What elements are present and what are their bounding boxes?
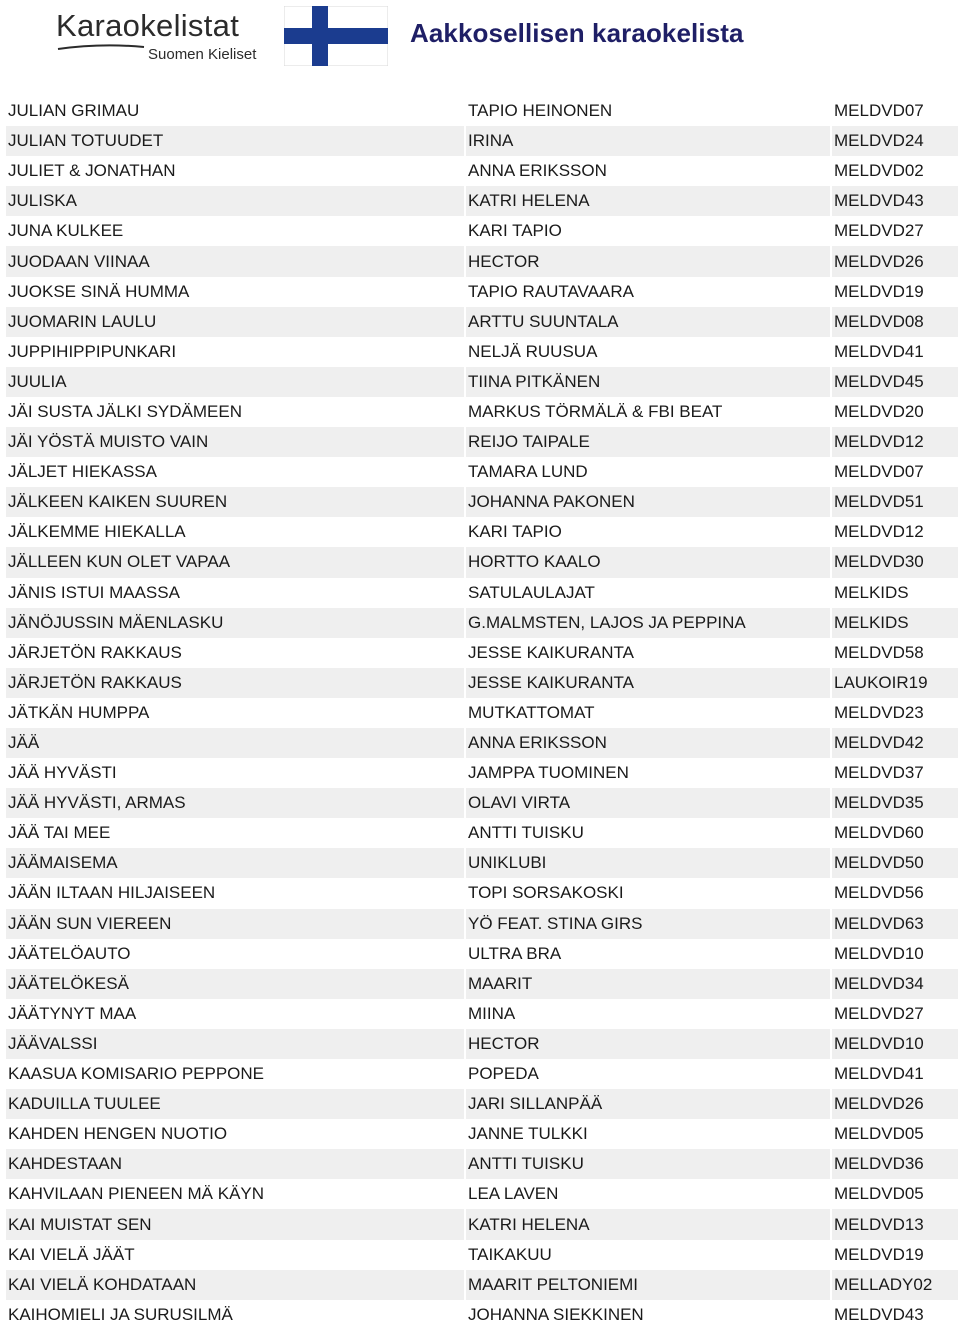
artist-cell: IRINA: [466, 126, 830, 156]
artist-cell: ANTTI TUISKU: [466, 818, 830, 848]
table-row: [6, 1179, 958, 1209]
table-row: [6, 1029, 958, 1059]
disc-code-cell: MELDVD10: [832, 1029, 958, 1059]
song-title-cell: KAIHOMIELI JA SURUSILMÄ: [6, 1300, 464, 1330]
table-row: [6, 638, 958, 668]
song-title-cell: JÄÄTELÖKESÄ: [6, 969, 464, 999]
table-row: [6, 608, 958, 638]
artist-cell: JARI SILLANPÄÄ: [466, 1089, 830, 1119]
disc-code-cell: MELDVD42: [832, 728, 958, 758]
song-title-cell: JÄNÖJUSSIN MÄENLASKU: [6, 608, 464, 638]
disc-code-cell: MELDVD19: [832, 1240, 958, 1270]
disc-code-cell: MELKIDS: [832, 608, 958, 638]
song-title-cell: JÄÄ HYVÄSTI: [6, 758, 464, 788]
table-row: [6, 1119, 958, 1149]
disc-code-cell: MELDVD26: [832, 1089, 958, 1119]
table-row: [6, 427, 958, 457]
disc-code-cell: MELDVD26: [832, 246, 958, 276]
disc-code-cell: MELDVD13: [832, 1209, 958, 1239]
table-row: [6, 1059, 958, 1089]
logo-subtitle: Suomen Kieliset: [148, 46, 257, 63]
artist-cell: ARTTU SUUNTALA: [466, 307, 830, 337]
page-title: Aakkosellisen karaokelista: [410, 18, 744, 48]
disc-code-cell: MELDVD56: [832, 878, 958, 908]
table-row: [6, 216, 958, 246]
artist-cell: POPEDA: [466, 1059, 830, 1089]
disc-code-cell: MELKIDS: [832, 578, 958, 608]
song-title-cell: JÄLKEEN KAIKEN SUUREN: [6, 487, 464, 517]
artist-cell: ANTTI TUISKU: [466, 1149, 830, 1179]
disc-code-cell: MELDVD07: [832, 457, 958, 487]
artist-cell: TAPIO HEINONEN: [466, 96, 830, 126]
artist-cell: LEA LAVEN: [466, 1179, 830, 1209]
table-row: [6, 367, 958, 397]
artist-cell: SATULAULAJAT: [466, 578, 830, 608]
disc-code-cell: MELDVD41: [832, 1059, 958, 1089]
artist-cell: ANNA ERIKSSON: [466, 156, 830, 186]
song-title-cell: JÄÄN ILTAAN HILJAISEEN: [6, 878, 464, 908]
table-row: [6, 758, 958, 788]
table-row: [6, 999, 958, 1029]
disc-code-cell: MELDVD05: [832, 1119, 958, 1149]
song-rows: [6, 96, 958, 1330]
artist-cell: UNIKLUBI: [466, 848, 830, 878]
artist-cell: HECTOR: [466, 246, 830, 276]
artist-cell: JESSE KAIKURANTA: [466, 638, 830, 668]
song-title-cell: JULIET & JONATHAN: [6, 156, 464, 186]
disc-code-cell: MELDVD37: [832, 758, 958, 788]
artist-cell: ANNA ERIKSSON: [466, 728, 830, 758]
song-title-cell: JULISKA: [6, 186, 464, 216]
disc-code-cell: MELDVD45: [832, 367, 958, 397]
disc-code-cell: MELDVD60: [832, 818, 958, 848]
song-title-cell: JÄNIS ISTUI MAASSA: [6, 578, 464, 608]
artist-cell: JANNE TULKKI: [466, 1119, 830, 1149]
table-row: [6, 487, 958, 517]
table-row: [6, 126, 958, 156]
artist-cell: TAIKAKUU: [466, 1240, 830, 1270]
artist-cell: JOHANNA SIEKKINEN: [466, 1300, 830, 1330]
song-title-cell: JÄRJETÖN RAKKAUS: [6, 638, 464, 668]
song-title-cell: JÄLLEEN KUN OLET VAPAA: [6, 547, 464, 577]
song-title-cell: JÄÄTYNYT MAA: [6, 999, 464, 1029]
song-title-cell: JÄI YÖSTÄ MUISTO VAIN: [6, 427, 464, 457]
disc-code-cell: MELDVD05: [832, 1179, 958, 1209]
disc-code-cell: MELDVD63: [832, 909, 958, 939]
song-title-cell: JÄÄVALSSI: [6, 1029, 464, 1059]
artist-cell: G.MALMSTEN, LAJOS JA PEPPINA: [466, 608, 830, 638]
song-title-cell: JULIAN GRIMAU: [6, 96, 464, 126]
disc-code-cell: MELDVD19: [832, 277, 958, 307]
artist-cell: HORTTO KAALO: [466, 547, 830, 577]
disc-code-cell: MELDVD34: [832, 969, 958, 999]
disc-code-cell: MELDVD08: [832, 307, 958, 337]
disc-code-cell: MELDVD30: [832, 547, 958, 577]
song-title-cell: JUULIA: [6, 367, 464, 397]
disc-code-cell: LAUKOIR19: [832, 668, 958, 698]
table-row: [6, 1209, 958, 1239]
table-row: [6, 246, 958, 276]
table-row: [6, 1300, 958, 1330]
disc-code-cell: MELDVD51: [832, 487, 958, 517]
artist-cell: MAARIT PELTONIEMI: [466, 1270, 830, 1300]
table-row: [6, 698, 958, 728]
artist-cell: HECTOR: [466, 1029, 830, 1059]
song-title-cell: KAASUA KOMISARIO PEPPONE: [6, 1059, 464, 1089]
song-title-cell: KAHVILAAN PIENEEN MÄ KÄYN: [6, 1179, 464, 1209]
song-title-cell: JUPPIHIPPIPUNKARI: [6, 337, 464, 367]
song-title-cell: JULIAN TOTUUDET: [6, 126, 464, 156]
artist-cell: JOHANNA PAKONEN: [466, 487, 830, 517]
artist-cell: MAARIT: [466, 969, 830, 999]
artist-cell: NELJÄ RUUSUA: [466, 337, 830, 367]
disc-code-cell: MELDVD12: [832, 427, 958, 457]
artist-cell: JAMPPA TUOMINEN: [466, 758, 830, 788]
song-title-cell: JÄLJET HIEKASSA: [6, 457, 464, 487]
logo-underline-swoosh: [56, 42, 146, 52]
song-title-cell: JÄÄMAISEMA: [6, 848, 464, 878]
song-title-cell: KADUILLA TUULEE: [6, 1089, 464, 1119]
table-row: [6, 277, 958, 307]
song-title-cell: KAI VIELÄ KOHDATAAN: [6, 1270, 464, 1300]
table-row: [6, 517, 958, 547]
disc-code-cell: MELDVD24: [832, 126, 958, 156]
song-title-cell: JÄTKÄN HUMPPA: [6, 698, 464, 728]
table-row: [6, 1240, 958, 1270]
table-row: [6, 728, 958, 758]
artist-cell: MARKUS TÖRMÄLÄ & FBI BEAT: [466, 397, 830, 427]
page-header: [0, 0, 960, 90]
song-title-cell: JUOMARIN LAULU: [6, 307, 464, 337]
karaokelistat-logo: [56, 8, 266, 68]
table-row: [6, 1149, 958, 1179]
artist-cell: KATRI HELENA: [466, 186, 830, 216]
disc-code-cell: MELDVD41: [832, 337, 958, 367]
artist-cell: REIJO TAIPALE: [466, 427, 830, 457]
table-row: [6, 96, 958, 126]
table-row: [6, 578, 958, 608]
table-row: [6, 909, 958, 939]
disc-code-cell: MELDVD23: [832, 698, 958, 728]
artist-cell: JESSE KAIKURANTA: [466, 668, 830, 698]
disc-code-cell: MELDVD43: [832, 186, 958, 216]
song-title-cell: JÄI SUSTA JÄLKI SYDÄMEEN: [6, 397, 464, 427]
disc-code-cell: MELDVD27: [832, 999, 958, 1029]
song-title-cell: JÄÄ TAI MEE: [6, 818, 464, 848]
artist-cell: KATRI HELENA: [466, 1209, 830, 1239]
table-row: [6, 788, 958, 818]
song-title-cell: JÄÄTELÖAUTO: [6, 939, 464, 969]
artist-cell: ULTRA BRA: [466, 939, 830, 969]
song-title-cell: KAI MUISTAT SEN: [6, 1209, 464, 1239]
artist-cell: TIINA PITKÄNEN: [466, 367, 830, 397]
song-title-cell: JÄÄ HYVÄSTI, ARMAS: [6, 788, 464, 818]
artist-cell: MIINA: [466, 999, 830, 1029]
artist-cell: TOPI SORSAKOSKI: [466, 878, 830, 908]
disc-code-cell: MELDVD35: [832, 788, 958, 818]
table-row: [6, 1270, 958, 1300]
song-title-cell: JÄRJETÖN RAKKAUS: [6, 668, 464, 698]
table-row: [6, 818, 958, 848]
disc-code-cell: MELDVD27: [832, 216, 958, 246]
song-title-cell: KAHDEN HENGEN NUOTIO: [6, 1119, 464, 1149]
disc-code-cell: MELDVD58: [832, 638, 958, 668]
table-row: [6, 668, 958, 698]
song-title-cell: JUOKSE SINÄ HUMMA: [6, 277, 464, 307]
table-row: [6, 848, 958, 878]
finnish-flag-icon: [284, 6, 388, 66]
disc-code-cell: MELDVD07: [832, 96, 958, 126]
table-row: [6, 939, 958, 969]
karaoke-song-table: [4, 96, 960, 1330]
song-title-cell: JÄLKEMME HIEKALLA: [6, 517, 464, 547]
song-title-cell: KAI VIELÄ JÄÄT: [6, 1240, 464, 1270]
table-row: [6, 1089, 958, 1119]
table-row: [6, 307, 958, 337]
disc-code-cell: MELDVD36: [832, 1149, 958, 1179]
song-title-cell: JUNA KULKEE: [6, 216, 464, 246]
artist-cell: TAPIO RAUTAVAARA: [466, 277, 830, 307]
table-row: [6, 878, 958, 908]
artist-cell: TAMARA LUND: [466, 457, 830, 487]
song-title-cell: KAHDESTAAN: [6, 1149, 464, 1179]
artist-cell: KARI TAPIO: [466, 517, 830, 547]
table-row: [6, 397, 958, 427]
table-row: [6, 186, 958, 216]
disc-code-cell: MELDVD50: [832, 848, 958, 878]
table-row: [6, 547, 958, 577]
disc-code-cell: MELDVD12: [832, 517, 958, 547]
disc-code-cell: MELDVD43: [832, 1300, 958, 1330]
disc-code-cell: MELDVD20: [832, 397, 958, 427]
song-title-cell: JÄÄN SUN VIEREEN: [6, 909, 464, 939]
table-row: [6, 457, 958, 487]
artist-cell: YÖ FEAT. STINA GIRS: [466, 909, 830, 939]
disc-code-cell: MELDVD10: [832, 939, 958, 969]
table-row: [6, 156, 958, 186]
artist-cell: OLAVI VIRTA: [466, 788, 830, 818]
artist-cell: MUTKATTOMAT: [466, 698, 830, 728]
song-title-cell: JUODAAN VIINAA: [6, 246, 464, 276]
disc-code-cell: MELDVD02: [832, 156, 958, 186]
artist-cell: KARI TAPIO: [466, 216, 830, 246]
table-row: [6, 969, 958, 999]
table-row: [6, 337, 958, 367]
logo-wordmark: Karaokelistat: [56, 8, 240, 43]
disc-code-cell: MELLADY02: [832, 1270, 958, 1300]
song-title-cell: JÄÄ: [6, 728, 464, 758]
